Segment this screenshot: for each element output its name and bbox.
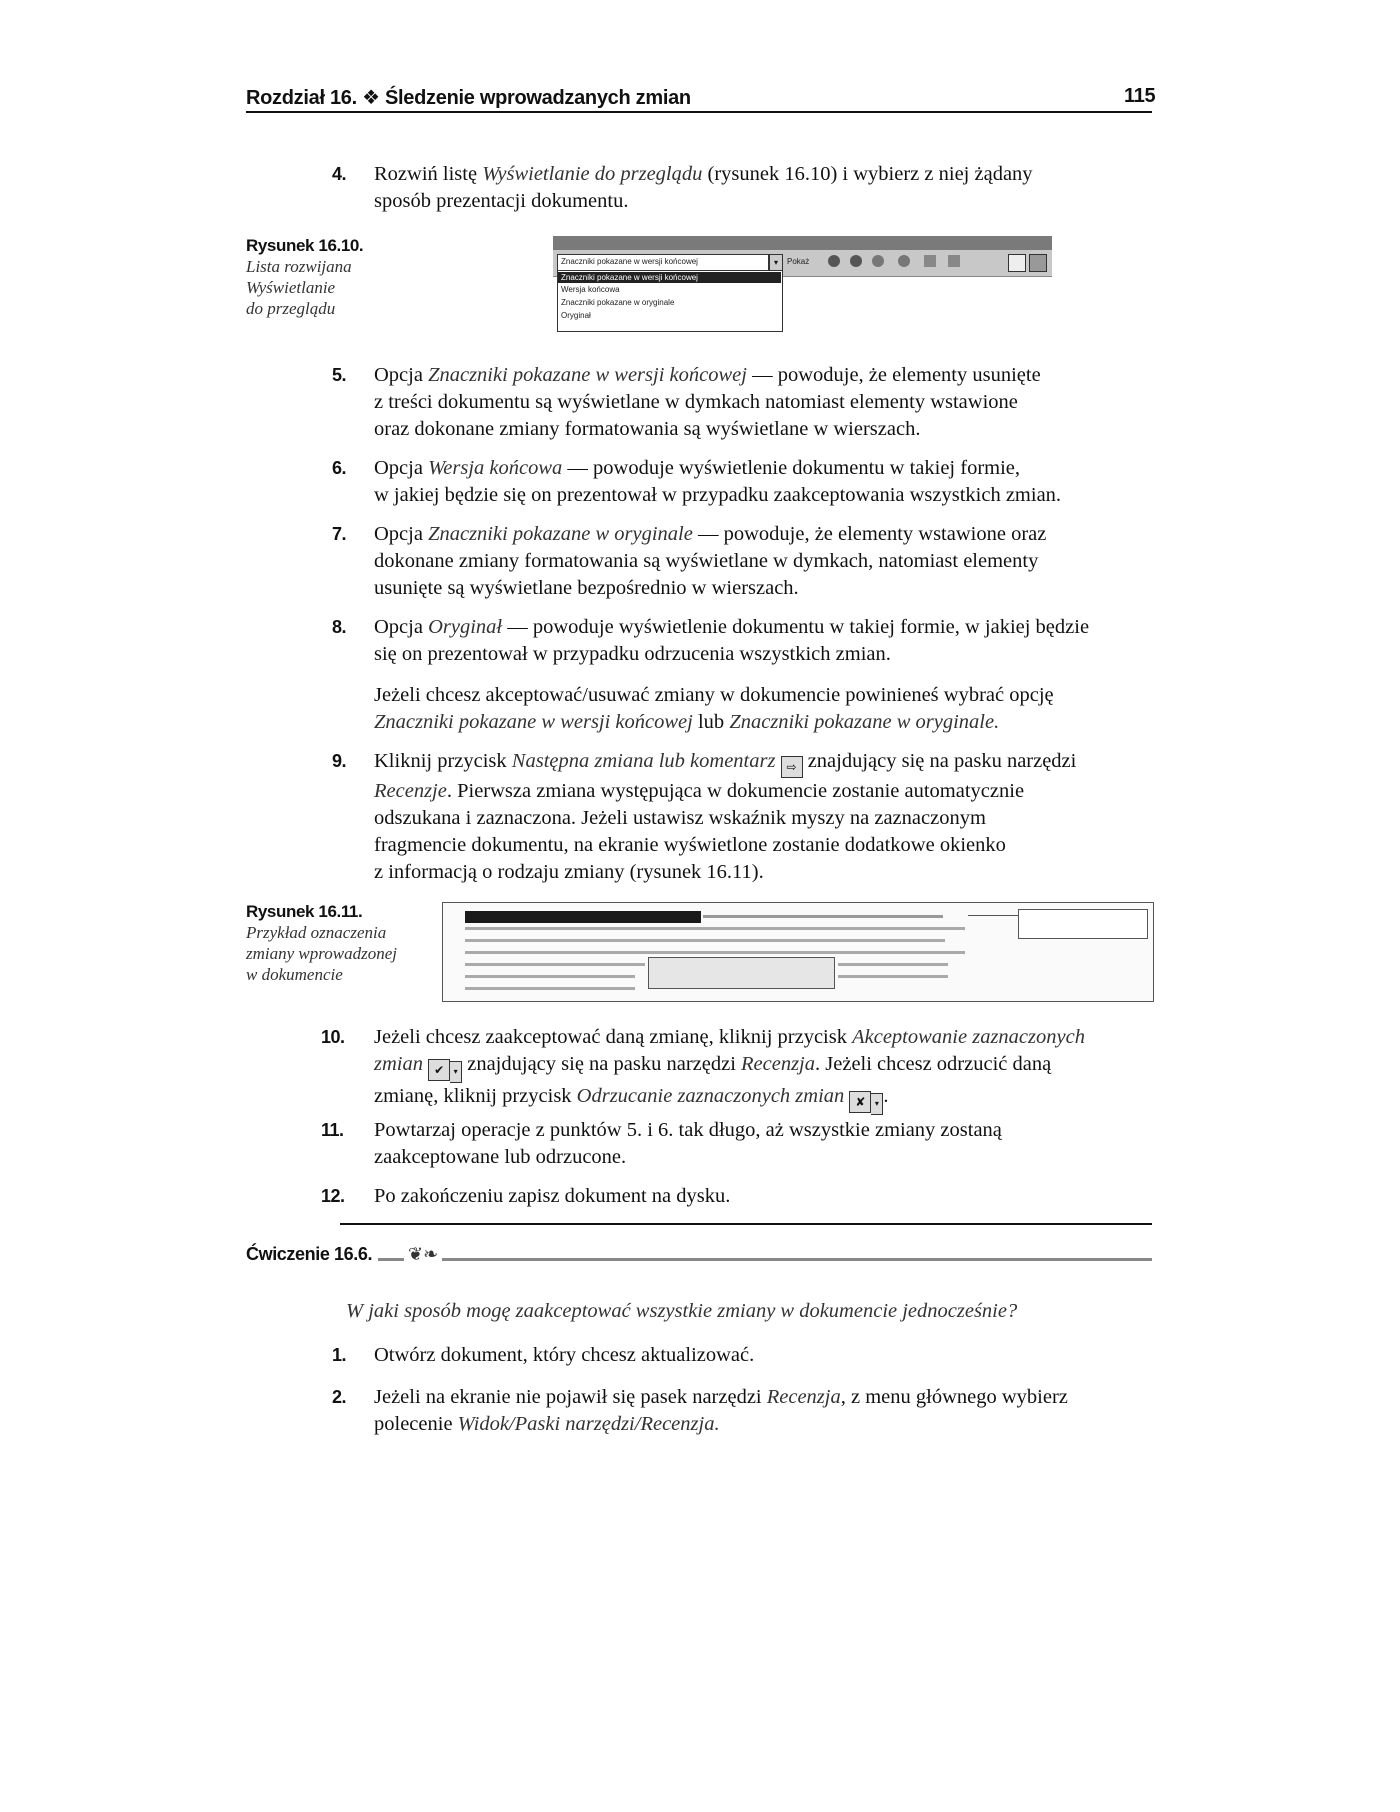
running-header xyxy=(246,85,691,110)
item-number: 8. xyxy=(332,617,347,637)
item-number: 7. xyxy=(332,524,347,544)
previous-change-icon[interactable] xyxy=(828,255,840,267)
accept-change-icon: ✔ xyxy=(428,1059,450,1081)
show-menu-button[interactable]: Pokaż xyxy=(787,257,810,266)
dropdown-option[interactable]: Wersja końcowa xyxy=(561,285,620,294)
comment-balloon xyxy=(1018,909,1148,939)
list-item-11: 11. Powtarzaj operacje z punktów 5. i 6. tak długo, aż wszystkie zmiany zostaną zaakceptowane lub odrzucone. xyxy=(321,1119,1002,1168)
display-for-review-select[interactable] xyxy=(557,254,769,271)
accept-change-icon[interactable] xyxy=(872,255,884,267)
header-rule xyxy=(246,111,1152,113)
list-item-6: 6. Opcja Wersja końcowa — powoduje wyświetlenie dokumentu w takiej formie, w jakiej będzie się on prezentował w przypadku zaakceptowania wszystkich zmian. xyxy=(332,457,1062,506)
list-item-8: 8. Opcja Oryginał — powoduje wyświetlenie dokumentu w takiej formie, w jakiej będzie się on prezentował w przypadku odrzucenia wszystkich zmian. xyxy=(332,616,1090,665)
toolbar-titlebar xyxy=(553,236,1052,250)
ornament-icon: ❦❧ xyxy=(404,1244,442,1265)
exercise-question: W jaki sposób mogę zaakceptować wszystkie zmiany w dokumencie jednocześnie? xyxy=(346,1300,1018,1322)
figure-caption-16-10: Rysunek 16.10. Lista rozwijana Wyświetlanie do przeglądu xyxy=(246,236,396,319)
text-line xyxy=(465,951,965,954)
list-item-7: 7. Opcja Znaczniki pokazane w oryginale — powoduje, że elementy wstawione oraz dokonane zmiany formatowania są wyświetlane w dymkach, natomiast elementy usunięte są wyświetlane bezpośrednio w wierszach. xyxy=(332,523,1047,599)
text-line xyxy=(465,939,945,942)
change-highlight xyxy=(465,911,701,923)
chevron-down-icon: ▾ xyxy=(871,1093,883,1115)
text-line xyxy=(838,963,948,966)
reject-change-icon: ✘ xyxy=(849,1091,871,1113)
display-for-review-dropdown-list xyxy=(557,270,783,332)
item-number: 2. xyxy=(332,1387,347,1407)
list-item-10: 10. Jeżeli chcesz zaakceptować daną zmianę, kliknij przycisk Akceptowanie zaznaczonych zmian ✔ ▾ znajdujący się na pasku narzędzi Recenzja. Jeżeli chcesz odrzucić daną zmianę, kliknij przycisk Odrzucanie zaznaczonych zmian ✘ ▾ . xyxy=(352,1024,1152,1115)
exercise-title: Ćwiczenie 16.6. xyxy=(246,1244,373,1264)
figure-16-10-screenshot xyxy=(553,236,1052,332)
list-item-9: 9. Kliknij przycisk Następna zmiana lub komentarz ⇨ znajdujący się na pasku narzędzi Recenzje. Pierwsza zmiana występująca w dokumencie zostanie automatycznie odszukana i zaznaczona. Jeżeli ustawisz wskaźnik myszy na zaznaczonym fragmencie dokumentu, na ekranie wyświetlone zostanie dodatkowe okienko z informacją o rodzaju zmiany (rysunek 16.11). xyxy=(332,750,1077,883)
toolbar-icons xyxy=(828,255,1008,269)
list-item-5: 5. Opcja Znaczniki pokazane w wersji końcowej — powoduje, że elementy usunięte z treści dokumentu są wyświetlane w dymkach natomiast elementy wstawione oraz dokonane zmiany formatowania są wyświetlane w wierszach. xyxy=(332,364,1041,440)
figure-16-11-screenshot xyxy=(442,902,1154,1002)
item-number: 5. xyxy=(332,365,347,385)
figure-caption-16-11: Rysunek 16.11. Przykład oznaczenia zmiany wprowadzonej w dokumencie xyxy=(246,902,436,985)
decorative-rule xyxy=(378,1258,1152,1261)
reject-change-icon[interactable] xyxy=(898,255,910,267)
change-tooltip xyxy=(648,957,835,989)
page-number: 115 xyxy=(1124,85,1156,107)
window-icon[interactable] xyxy=(1029,254,1047,272)
text-line xyxy=(465,927,965,930)
balloon-connector xyxy=(968,915,1018,916)
text-line xyxy=(465,975,635,978)
dropdown-option[interactable]: Znaczniki pokazane w oryginale xyxy=(561,298,675,307)
item-number: 11. xyxy=(321,1120,344,1140)
chevron-down-icon: ▾ xyxy=(450,1061,462,1083)
next-change-icon[interactable] xyxy=(850,255,862,267)
item-number: 6. xyxy=(332,458,347,478)
list-item-12: 12. Po zakończeniu zapisz dokument na dysku. xyxy=(352,1183,1152,1210)
note-paragraph: Jeżeli chcesz akceptować/usuwać zmiany w dokumencie powinieneś wybrać opcję Znaczniki pokazane w wersji końcowej lub Znaczniki pokazane w oryginale. xyxy=(374,684,1054,733)
item-number: 4. xyxy=(332,164,347,184)
item-number: 10. xyxy=(321,1027,345,1047)
dropdown-option[interactable]: Oryginał xyxy=(561,311,591,320)
item-number: 1. xyxy=(332,1345,347,1365)
list-item-4: 4. Rozwiń listę Wyświetlanie do przeglądu (rysunek 16.10) i wybierz z niej żądany sposób prezentacji dokumentu. xyxy=(332,163,1033,212)
text-line xyxy=(838,975,948,978)
new-comment-icon[interactable] xyxy=(924,255,936,267)
figure-title: Rysunek 16.10. xyxy=(246,236,364,255)
figure-title: Rysunek 16.11. xyxy=(246,902,363,921)
text-line xyxy=(465,963,645,966)
text-line xyxy=(465,987,635,990)
selected-option: Znaczniki pokazane w wersji końcowej xyxy=(561,257,698,266)
chevron-down-icon[interactable]: ▾ xyxy=(769,254,783,271)
exercise-step-1: 1. Otwórz dokument, który chcesz aktualizować. xyxy=(352,1342,1152,1369)
item-number: 9. xyxy=(332,751,347,771)
dropdown-option[interactable]: Znaczniki pokazane w wersji końcowej xyxy=(558,272,781,283)
chapter-title: Rozdział 16. ❖ Śledzenie wprowadzanych zmian xyxy=(246,87,691,109)
text-line xyxy=(703,915,943,918)
reviewing-pane-icon[interactable] xyxy=(1008,254,1026,272)
next-change-icon: ⇨ xyxy=(781,756,803,778)
track-changes-icon[interactable] xyxy=(948,255,960,267)
item-number: 12. xyxy=(321,1186,345,1206)
exercise-step-2: 2. Jeżeli na ekranie nie pojawił się pasek narzędzi Recenzja, z menu głównego wybierz polecenie Widok/Paski narzędzi/Recenzja. xyxy=(332,1386,1068,1435)
section-end-rule xyxy=(340,1223,1152,1225)
